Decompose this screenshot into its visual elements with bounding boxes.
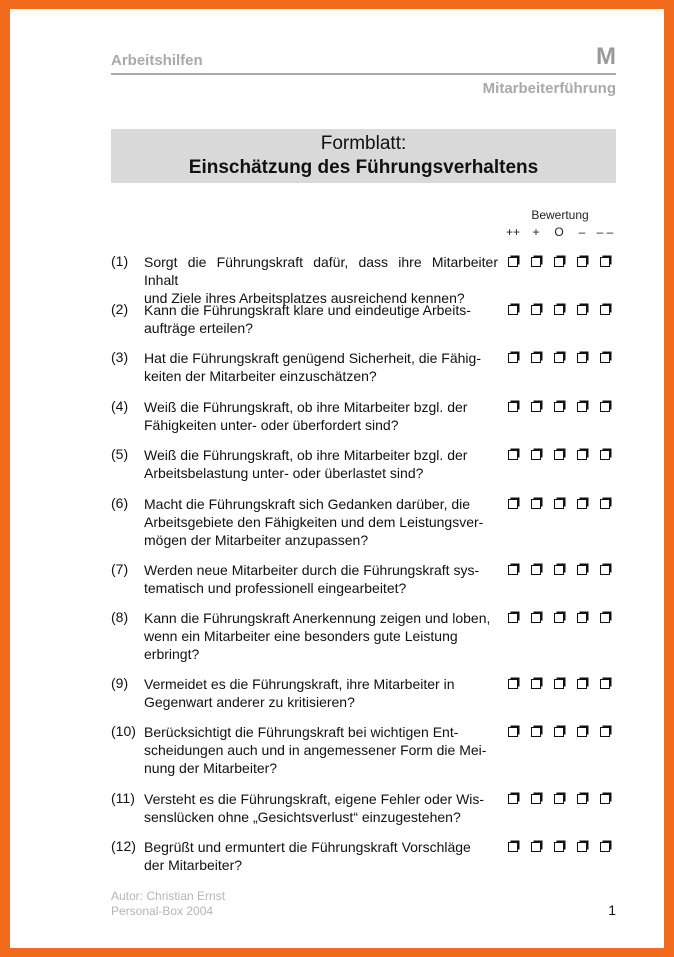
rating-checkbox-good[interactable] [531,402,541,412]
rating-checkbox-very-good[interactable] [508,499,518,509]
rating-checkbox-very-good[interactable] [508,353,518,363]
rating-checkbox-very-bad[interactable] [600,450,610,460]
question-text-line: Versteht es die Führungskraft, eigene Fehler oder Wis- [144,791,485,807]
rating-label: Bewertung [531,208,589,222]
rating-checkbox-bad[interactable] [577,499,587,509]
rating-checkbox-very-bad[interactable] [600,499,610,509]
rating-checkbox-neutral[interactable] [554,613,564,623]
question-text-line: Vermeidet es die Führungskraft, ihre Mitarbeiter in [144,676,455,692]
question-text-line: Begrüßt und ermuntert die Führungskraft Vorschläge [144,839,471,855]
question-text [144,398,498,434]
rating-checkbox-bad[interactable] [577,450,587,460]
question-text [144,301,498,337]
rating-checkbox-neutral[interactable] [554,353,564,363]
rating-checkbox-good[interactable] [531,353,541,363]
rating-checkbox-very-good[interactable] [508,727,518,737]
rating-checkbox-very-bad[interactable] [600,257,610,267]
header-divider [111,73,616,75]
rating-checkbox-very-bad[interactable] [600,842,610,852]
rating-checkbox-neutral[interactable] [554,257,564,267]
rating-checkbox-good[interactable] [531,499,541,509]
scale-label-very-good: ++ [505,225,520,239]
footer-source: Personal-Box 2004 [111,904,214,918]
header-letter: M [596,43,616,70]
rating-checkbox-neutral[interactable] [554,794,564,804]
question-text-line: Weiß die Führungskraft, ob ihre Mitarbeiter bzgl. der [144,399,468,415]
rating-checkbox-neutral[interactable] [554,565,564,575]
header-section-label: Arbeitshilfen [111,52,203,69]
question-text-line: Werden neue Mitarbeiter durch die Führungskraft sys- [144,562,480,578]
question-text [144,561,498,597]
question-text-line: Kann die Führungskraft klare und eindeutige Arbeits- [144,302,471,318]
question-text-line: Kann die Führungskraft Anerkennung zeigen und loben, [144,610,491,626]
rating-checkbox-very-good[interactable] [508,679,518,689]
question-text-line: und Ziele ihres Arbeitsplatzes ausreichend kennen? [144,290,465,306]
rating-checkbox-very-good[interactable] [508,257,518,267]
question-text-line: der Mitarbeiter? [144,857,243,873]
rating-checkbox-bad[interactable] [577,794,587,804]
question-text-line: tematisch und professionell eingearbeitet? [144,580,407,596]
question-number: (10) [111,723,136,739]
question-text-line: senslücken ohne „Gesichtsverlust“ einzugestehen? [144,809,461,825]
question-text-line: Gegenwart anderer zu kritisieren? [144,694,355,710]
header-subtitle: Mitarbeiterführung [482,80,616,97]
question-text [144,790,498,826]
question-number: (8) [111,609,129,625]
rating-checkbox-neutral[interactable] [554,727,564,737]
rating-checkbox-very-good[interactable] [508,842,518,852]
rating-checkbox-very-good[interactable] [508,613,518,623]
page-number: 1 [608,902,616,918]
rating-checkbox-good[interactable] [531,794,541,804]
rating-checkbox-very-good[interactable] [508,305,518,315]
question-number: (1) [111,253,129,269]
scale-label-neutral: O [554,225,564,239]
rating-checkbox-very-bad[interactable] [600,613,610,623]
scale-label-bad: – [578,225,586,239]
rating-checkbox-bad[interactable] [577,305,587,315]
rating-checkbox-very-good[interactable] [508,794,518,804]
question-text [144,675,498,711]
question-text-line: Sorgt die Führungskraft dafür, dass ihre Mitarbeiter Inhalt [144,254,498,288]
rating-checkbox-good[interactable] [531,450,541,460]
question-number: (12) [111,838,136,854]
rating-checkbox-bad[interactable] [577,613,587,623]
question-text [144,723,498,777]
rating-checkbox-bad[interactable] [577,353,587,363]
question-text-line: Macht die Führungskraft sich Gedanken darüber, die [144,496,471,512]
rating-checkbox-good[interactable] [531,613,541,623]
rating-checkbox-neutral[interactable] [554,305,564,315]
question-number: (7) [111,561,129,577]
rating-checkbox-good[interactable] [531,257,541,267]
rating-checkbox-bad[interactable] [577,727,587,737]
rating-checkbox-good[interactable] [531,305,541,315]
rating-checkbox-neutral[interactable] [554,450,564,460]
rating-checkbox-very-bad[interactable] [600,565,610,575]
rating-checkbox-neutral[interactable] [554,842,564,852]
rating-checkbox-good[interactable] [531,727,541,737]
question-text [144,253,498,307]
rating-checkbox-bad[interactable] [577,257,587,267]
rating-checkbox-bad[interactable] [577,842,587,852]
question-text-line: keiten der Mitarbeiter einzuschätzen? [144,368,377,384]
question-text [144,838,498,874]
rating-checkbox-very-good[interactable] [508,402,518,412]
question-number: (5) [111,446,129,462]
rating-checkbox-very-bad[interactable] [600,353,610,363]
question-text-line: Arbeitsgebiete den Fähigkeiten und dem Leistungsver- [144,514,484,530]
rating-checkbox-very-good[interactable] [508,565,518,575]
question-text [144,349,498,385]
rating-checkbox-very-bad[interactable] [600,727,610,737]
rating-checkbox-neutral[interactable] [554,402,564,412]
rating-checkbox-good[interactable] [531,842,541,852]
question-text-line: aufträge erteilen? [144,320,253,336]
rating-checkbox-very-bad[interactable] [600,794,610,804]
rating-checkbox-good[interactable] [531,679,541,689]
rating-checkbox-neutral[interactable] [554,499,564,509]
question-text-line: wenn ein Mitarbeiter eine besonders gute Leistung [144,628,458,644]
scale-label-very-bad: – – [596,225,614,239]
question-text [144,609,498,663]
question-text-line: Weiß die Führungskraft, ob ihre Mitarbeiter bzgl. der [144,447,468,463]
question-number: (11) [111,790,135,806]
scale-label-good: + [532,225,540,239]
question-number: (6) [111,495,129,511]
question-text-line: Fähigkeiten unter- oder überfordert sind? [144,417,399,433]
question-number: (2) [111,301,129,317]
question-number: (3) [111,349,129,365]
rating-checkbox-bad[interactable] [577,565,587,575]
question-text-line: scheidungen auch und in angemessener Form die Mei- [144,742,487,758]
question-text-line: mögen der Mitarbeiter anzupassen? [144,532,369,548]
question-text-line: Hat die Führungskraft genügend Sicherheit, die Fähig- [144,350,481,366]
question-text-line: Arbeitsbelastung unter- oder überlastet sind? [144,465,424,481]
form-page [10,9,664,948]
title-box [111,129,616,183]
question-text [144,446,498,482]
question-text-line: nung der Mitarbeiter? [144,760,278,776]
question-text-line: Berücksichtigt die Führungskraft bei wichtigen Ent- [144,724,459,740]
rating-checkbox-bad[interactable] [577,679,587,689]
question-number: (9) [111,675,129,691]
rating-checkbox-neutral[interactable] [554,679,564,689]
rating-checkbox-very-bad[interactable] [600,402,610,412]
question-number: (4) [111,398,129,414]
rating-checkbox-very-bad[interactable] [600,679,610,689]
question-text [144,495,498,549]
question-text-line: erbringt? [144,646,200,662]
rating-checkbox-bad[interactable] [577,402,587,412]
rating-checkbox-very-good[interactable] [508,450,518,460]
rating-checkbox-good[interactable] [531,565,541,575]
title-line-1: Formblatt: [320,133,407,154]
rating-checkbox-very-bad[interactable] [600,305,610,315]
title-line-2: Einschätzung des Führungsverhaltens [188,157,539,178]
footer-author: Autor: Christian Ernst [111,889,226,903]
